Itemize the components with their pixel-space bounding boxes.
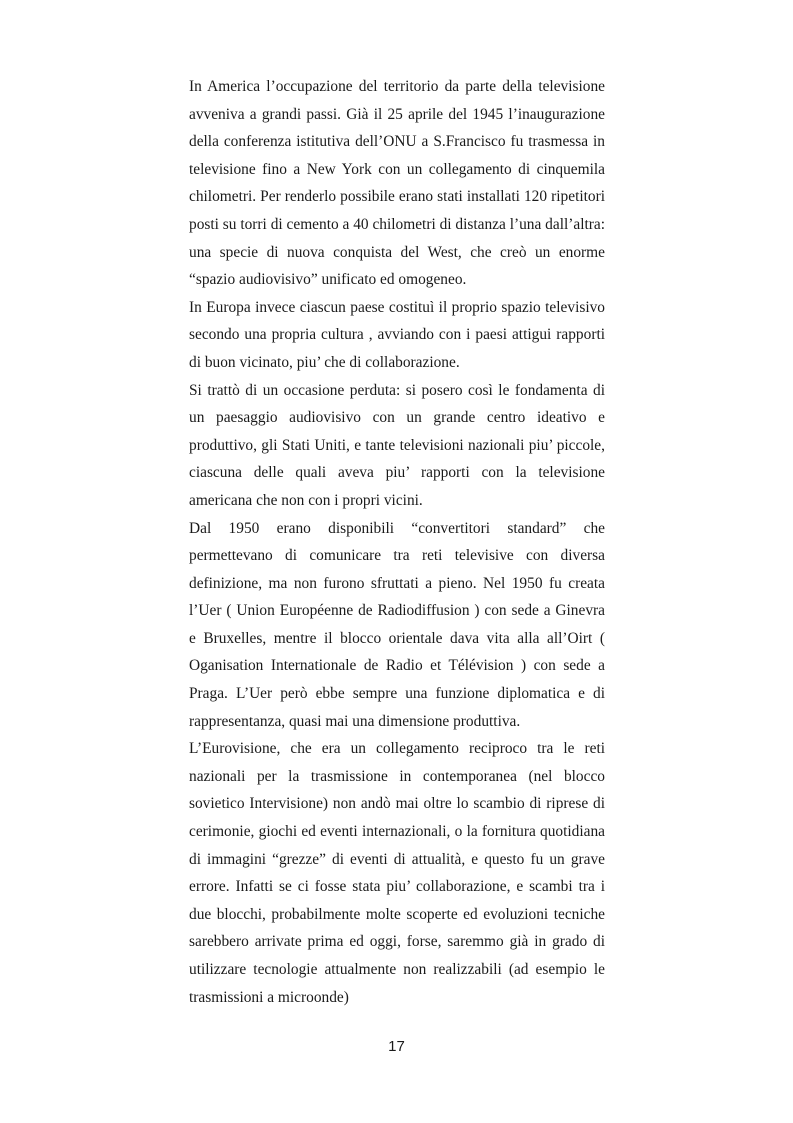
body-text: [189, 73, 605, 1011]
paragraph-europe-television: In Europa invece ciascun paese costituì il proprio spazio televisivo secondo una propria cultura , avviando con i paesi attigui rapporti di buon vicinato, piu’ che di collaborazione.: [189, 298, 605, 371]
paragraph-america-television: In America l’occupazione del territorio da parte della televisione avveniva a grandi passi. Già il 25 aprile del 1945 l’inaugurazione della conferenza istitutiva dell’ONU a S.Francisco fu trasmessa in televisione fino a New York con un collegamento di cinquemila chilometri. Per renderlo possibile erano stati installati 120 ripetitori posti su torri di cemento a 40 chilometri di distanza l’una dall’altra: una specie di nuova conquista del West, che creò un enorme “spazio audiovisivo” unificato ed omogeneo.: [189, 78, 605, 289]
paragraph-eurovisione: L’Eurovisione, che era un collegamento reciproco tra le reti nazionali per la trasmissione in contemporanea (nel blocco sovietico Intervisione) non andò mai oltre lo scambio di riprese di cerimonie, giochi ed eventi internazionali, o la fornitura quotidiana di immagini “grezze” di eventi di attualità, e questo fu un grave errore. Infatti se ci fosse stata piu’ collaborazione, e scambi tra i due blocchi, probabilmente molte scoperte ed evoluzioni tecniche sarebbero arrivate prima ed oggi, forse, saremmo già in grado di utilizzare tecnologie attualmente non realizzabili (ad esempio le trasmissioni a microonde): [189, 740, 605, 1006]
paragraph-missed-opportunity: Si trattò di un occasione perduta: si posero così le fondamenta di un paesaggio audiovisivo con un grande centro ideativo e produttivo, gli Stati Uniti, e tante televisioni nazionali piu’ piccole, ciascuna delle quali aveva piu’ rapporti con la televisione americana che non con i propri vicini.: [189, 381, 605, 509]
paragraph-converters-uer: Dal 1950 erano disponibili “convertitori standard” che permettevano di comunicare tra reti televisive con diversa definizione, ma non furono sfruttati a pieno. Nel 1950 fu creata l’Uer ( Union Européenne de Radiodiffusion ) con sede a Ginevra e Bruxelles, mentre il blocco orientale dava vita alla all’Oirt ( Oganisation Internationale de Radio et Télévision ) con sede a Praga. L’Uer però ebbe sempre una funzione diplomatica e di rappresentanza, quasi mai una dimensione produttiva.: [189, 519, 605, 730]
page-number: 17: [388, 1038, 405, 1055]
